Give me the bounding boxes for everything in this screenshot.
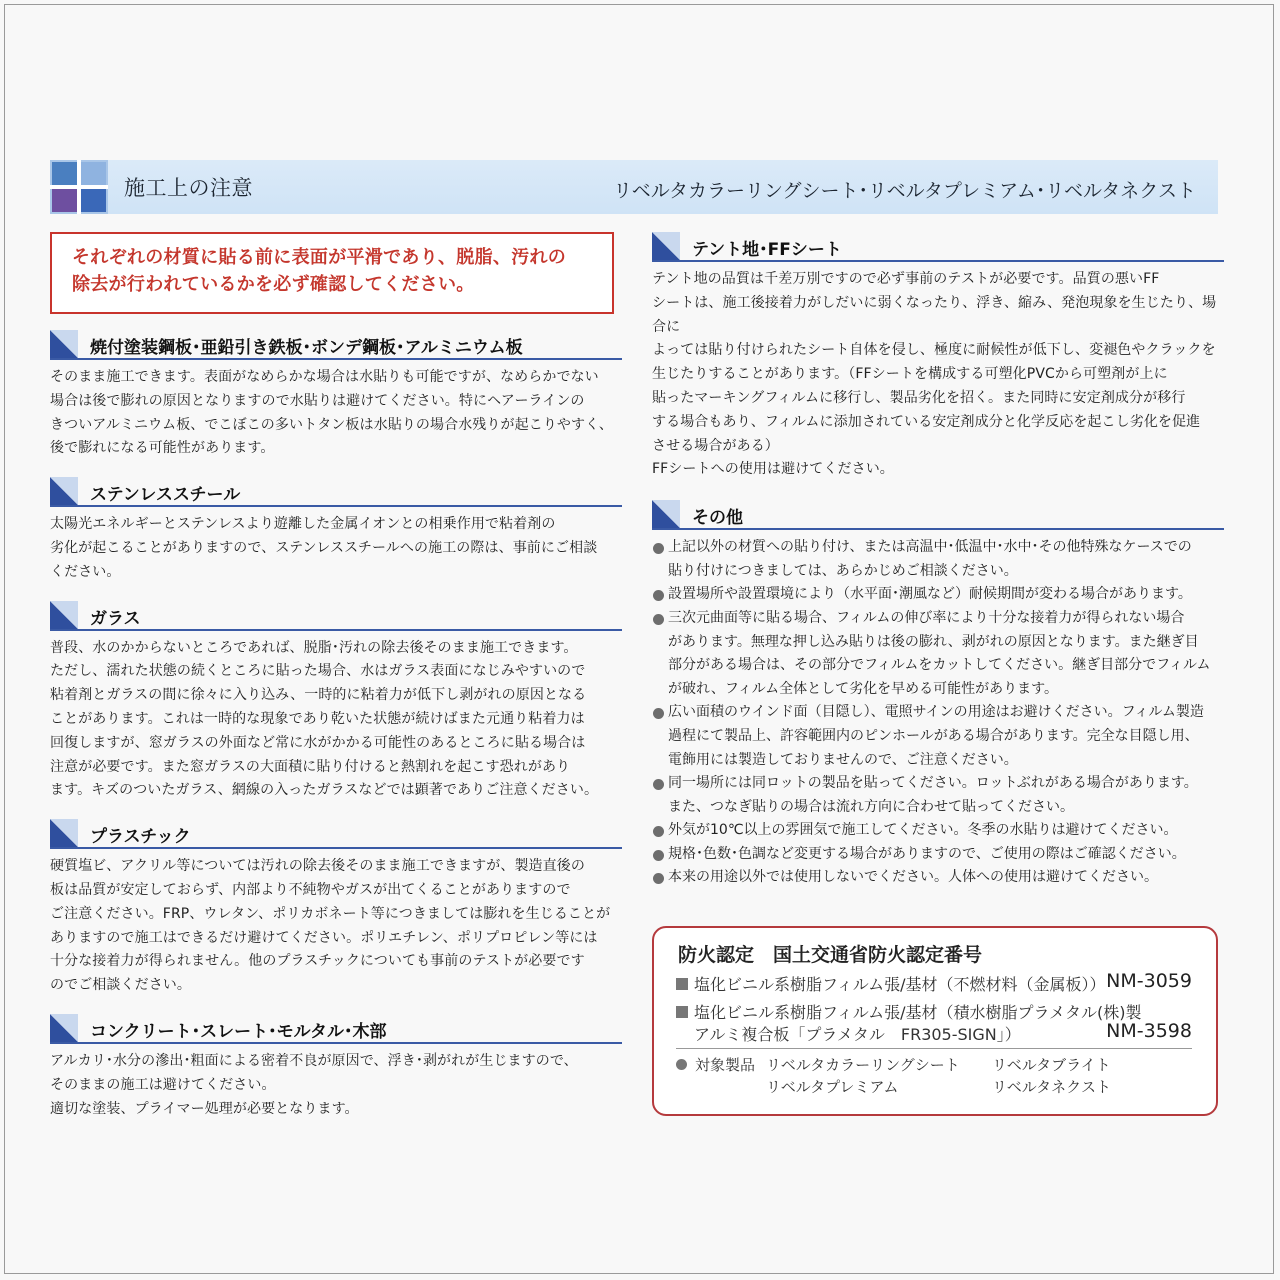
target-products [676,1054,1196,1098]
warning-text: それぞれの材質に貼る前に表面が平滑であり、脱脂、汚れの 除去が行われているかを必ず確認してください。 [72,247,567,295]
bullet-icon [653,614,664,625]
list-item: 設置場所や設置環境により（水平面･潮風など）耐候期間が変わる場合があります。 [652,583,1224,607]
fire-cert-row-1: 塩化ビニル系樹脂フィルム張/基材（不燃材料（金属板）） [676,972,1105,995]
list-item: 上記以外の材質への貼り付け、または高温中･低温中･水中･その他特殊なケースでの 貼り付けにつきましては、あらかじめご相談ください。 [652,536,1224,583]
section-title: 焼付塗装鋼板･亜鉛引き鉄板･ボンデ鋼板･アルミニウム板 [90,338,523,358]
square-bullet-icon [676,1006,688,1018]
section-heading [50,819,622,849]
section-glass [50,601,622,804]
section-body: 普段、水のかからないところであれば、脱脂･汚れの除去後そのまま施工できます。 ただし、濡れた状態の続くところに貼った場合、水はガラス表面になじみやすいので 粘着剤とガラスの間に徐々に入り込み、一時的に粘着力が低下し剥がれの原因となる ことがあります。これは一時的な現象であり乾いた状態が続けばまた元通り粘着力は 回復しますが、窓ガラスの外面など常に水がかかる可能性のあるところに貼る場合は 注意が必要です。また窓ガラスの大面積に貼り付けると熱割れを起こす恐れがあり ます。キズのついたガラス、網線の入ったガラスなどでは顕著でありご注意ください。 [50,639,599,799]
section-metal-plates [50,330,622,461]
list-item: 本来の用途以外では使用しないでください。人体への使用は避けてください。 [652,866,1224,890]
section-body: 太陽光エネルギーとステンレスより遊離した金属イオンとの相乗作用で粘着剤の 劣化が起こることがありますので、ステンレススチールへの施工の際は、事前にご相談 ください。 [50,516,598,580]
fire-cert-row-2b: アルミ複合板「プラメタル FR305-SIGN」） [694,1025,1021,1044]
product-name: リベルタネクスト [992,1078,1111,1096]
other-list [652,536,1224,890]
right-column [652,232,1224,890]
section-heading [50,1014,622,1044]
header-band [50,160,1218,214]
page-title: 施工上の注意 [124,176,253,200]
products-label: 対象製品 [695,1056,756,1074]
product-name: リベルタカラーリングシート [766,1056,960,1074]
bullet-icon [653,708,664,719]
grid-logo-icon [50,160,108,214]
corner-mark-icon [50,601,78,629]
corner-mark-icon [50,330,78,358]
section-body: テント地の品質は千差万別ですので必ず事前のテストが必要です。品質の悪いFF シートは、施工後接着力がしだいに弱くなったり、浮き、縮み、発泡現象を生じたり、場合に よっては貼り付けられたシート自体を侵し、極度に耐候性が低下し、変褪色やクラックを 生じたりすることがあります。（FFシートを構成する可塑化PVCから可塑剤が上に 貼ったマーキングフィルムに移行し、製品劣化を招く。また同時に安定剤成分が移行 する場合もあり、フィルムに添加されている安定剤成分と化学反応を起こし劣化を促進 させる場合がある） FFシートへの使用は避けてください。 [652,271,1217,478]
section-title: ガラス [90,608,141,629]
divider [676,1048,1192,1049]
list-item: 広い面積のウインド面（目隠し）、電照サインの用途はお避けください。フィルム製造 過程にて製品上、許容範囲内のピンホールがある場合があります。完全な目隠し用、 電飾用には製造しておりませんので、ご注意ください。 [652,701,1224,772]
list-item: 同一場所には同ロットの製品を貼ってください。ロットぶれがある場合があります。 また、つなぎ貼りの場合は流れ方向に合わせて貼ってください。 [652,772,1224,819]
product-name: リベルタブライト [992,1056,1111,1074]
section-heading [652,500,1224,530]
left-column [50,232,622,1121]
fire-cert-code-1: NM-3059 [1106,970,1192,992]
section-title: ステンレススチール [90,485,241,506]
section-plastic [50,819,622,998]
fire-certification-box [652,926,1218,1116]
list-item: 三次元曲面等に貼る場合、フィルムの伸び率により十分な接着力が得られない場合 があります。無理な押し込み貼りは後の膨れ、剥がれの原因となります。また継ぎ目 部分がある場合は、その部分でフィルムをカットしてください。継ぎ目部分でフィルム が破れ、フィルム全体として劣化を早める可能性があります。 [652,607,1224,701]
bullet-icon [653,873,664,884]
product-name: リベルタプレミアム [766,1078,899,1096]
section-body: そのまま施工できます。表面がなめらかな場合は水貼りも可能ですが、なめらかでない 場合は後で膨れの原因となりますので水貼りは避けてください。特にヘアーラインの きついアルミニウム板、でこぼこの多いトタン板は水貼りの場合水残りが起こりやすく、 後で膨れになる可能性があります。 [50,369,614,457]
section-title: コンクリート･スレート･モルタル･木部 [90,1021,387,1042]
corner-mark-icon [652,500,680,528]
bullet-icon [653,779,664,790]
section-concrete [50,1014,622,1121]
fire-cert-title: 防火認定 国土交通省防火認定番号 [678,944,983,966]
corner-mark-icon [50,477,78,505]
corner-mark-icon [50,1014,78,1042]
bullet-icon [653,850,664,861]
section-heading [50,477,622,507]
section-tent [652,232,1224,482]
section-body: アルカリ･水分の滲出･粗面による密着不良が原因で、浮き･剥がれが生じますので、 そのままの施工は避けてください。 適切な塗装、プライマー処理が必要となります。 [50,1052,578,1117]
section-title: テント地･FFシート [692,240,842,260]
fire-cert-row-2: 塩化ビニル系樹脂フィルム張/基材（積水樹脂プラメタル(株)製 [676,1000,1141,1023]
section-body: 硬質塩ビ、アクリル等については汚れの除去後そのまま施工できますが、製造直後の 板は品質が安定しておらず、内部より不純物やガスが出てくることがありますので ご注意ください。FRP、ウレタン、ポリカボネート等につきましては膨れを生じることが ありますので施工はできるだけ避けてください。ポリエチレン、ポリプロピレン等には 十分な接着力が得られません。他のプラスチックについても事前のテストが必要です のでご相談ください。 [50,858,611,994]
section-heading [50,601,622,631]
section-heading [50,330,622,360]
bullet-icon [653,543,664,554]
bullet-icon [676,1059,687,1070]
corner-mark-icon [652,232,680,260]
square-bullet-icon [676,978,688,990]
fire-cert-code-2: NM-3598 [1106,1020,1192,1042]
bullet-icon [653,826,664,837]
product-line-subtitle: リベルタカラーリングシート･リベルタプレミアム･リベルタネクスト [613,180,1196,202]
section-title: プラスチック [90,827,191,848]
section-other [652,500,1224,890]
corner-mark-icon [50,819,78,847]
section-title: その他 [692,508,743,529]
section-heading [652,232,1224,262]
section-stainless [50,477,622,584]
bullet-icon [653,590,664,601]
list-item: 外気が10℃以上の雰囲気で施工してください。冬季の水貼りは避けてください。 [652,819,1224,843]
warning-box [50,232,614,314]
list-item: 規格･色数･色調など変更する場合がありますので、ご使用の際はご確認ください。 [652,843,1224,867]
